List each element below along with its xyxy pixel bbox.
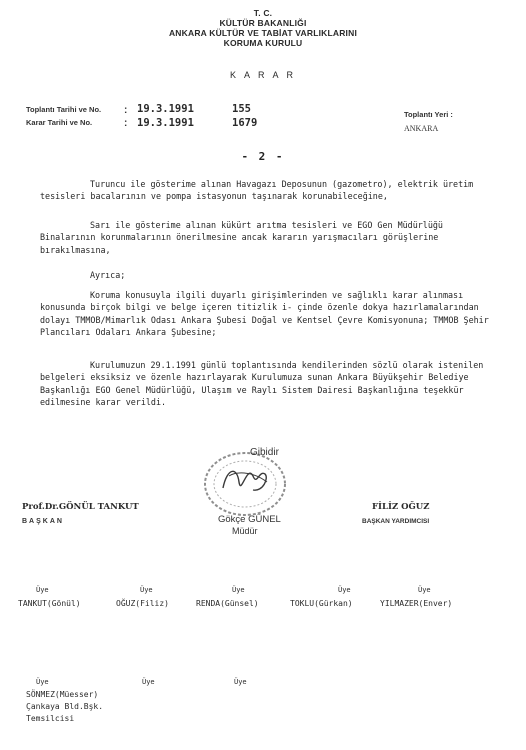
uye-label-4: Üye: [338, 586, 351, 594]
uye-label-1: Üye: [36, 586, 49, 594]
uye-label-3: Üye: [232, 586, 245, 594]
member-sonmez: SÖNMEZ(Müesser): [26, 690, 99, 699]
toplanti-date: 19.3.1991: [137, 103, 194, 115]
uye-label-6: Üye: [36, 678, 49, 686]
colon-1: :: [124, 105, 128, 116]
member-tankut: TANKUT(Gönül): [18, 599, 81, 608]
yer-label: Toplantı Yeri :: [404, 110, 453, 119]
header-council-2: KORUMA KURULU: [223, 38, 303, 48]
member-yilmazer: YILMAZER(Enver): [380, 599, 453, 608]
yardimci-title: BAŞKAN YARDIMCISI: [362, 518, 430, 525]
baskan-name: Prof.Dr.GÖNÜL TANKUT: [22, 502, 139, 512]
toplanti-label: Toplantı Tarihi ve No.: [26, 105, 102, 114]
yer-value: ANKARA: [404, 124, 439, 133]
paragraph-1: Turuncu ile gösterime alınan Havagazı Deposunun (gazometro), elektrik üretim tesisleri bacalarının ve pompa istasyonun taşınarak korunabileceğine,: [40, 179, 474, 202]
member-toklu: TOKLU(Gürkan): [290, 599, 353, 608]
karar-label: Karar Tarihi ve No.: [26, 118, 93, 127]
baskan-title: BAŞKAN: [22, 518, 64, 525]
page-number: - 2 -: [241, 150, 285, 163]
stamp-gibidir: Gibidir: [250, 447, 279, 458]
header-tc: T. C.: [253, 8, 273, 18]
karar-no: 1679: [232, 117, 258, 129]
stamp-title: Müdür: [232, 526, 258, 536]
karar-date: 19.3.1991: [137, 117, 194, 129]
member-oguz: OĞUZ(Filiz): [116, 599, 169, 608]
header-karar: K A R A R: [229, 70, 297, 80]
header-ministry: KÜLTÜR BAKANLIĞI: [219, 18, 307, 28]
uye-label-2: Üye: [140, 586, 153, 594]
paragraph-3: Ayrıca;: [90, 270, 126, 280]
uye-label-7: Üye: [142, 678, 155, 686]
paragraph-5: Kurulumuzun 29.1.1991 günlü toplantısında kendilerinden sözlü olarak istenilen belgeleri eksiksiz ve özenle hazırlayarak Kurulumuza sunan Ankara Büyükşehir Belediye Başkanlığı EGO Genel Müdürlüğü, Ulaşım ve Raylı Sistem Dairesi Başkanlığına teşekkür edilmesine karar verildi.: [40, 360, 484, 408]
colon-2: :: [124, 118, 128, 129]
header-council-1: ANKARA KÜLTÜR VE TABİAT VARLIKLARINI: [168, 28, 358, 38]
uye-label-8: Üye: [234, 678, 247, 686]
toplanti-no: 155: [232, 103, 251, 115]
stamp-name: Gökçe GÜNEL: [218, 514, 281, 525]
yardimci-name: FİLİZ OĞUZ: [372, 502, 430, 512]
member-sonmez-line3: Temsilcisi: [26, 714, 75, 723]
paragraph-2: Sarı ile gösterime alınan kükürt arıtma tesisleri ve EGO Gen Müdürlüğü Binalarının korunmalarının önerilmesine ancak kararın yarışmacıları görüşlerine bırakılmasına,: [40, 220, 443, 255]
uye-label-5: Üye: [418, 586, 431, 594]
member-renda: RENDA(Günsel): [196, 599, 259, 608]
paragraph-4: Koruma konusuyla ilgili duyarlı girişimlerinden ve sağlıklı karar alınması konusunda birçok bilgi ve belge içeren titizlik i- çinde özenle dokya hazırlamalarından dolayı TMMOB/Mimarlık Odası Ankara Şubesi Doğal ve Kentsel Çevre Komisyonuna; TMMOB Şehir Plancıları Odaları Ankara Şubesine;: [40, 290, 489, 338]
member-sonmez-line2: Çankaya Bld.Bşk.: [26, 702, 104, 711]
